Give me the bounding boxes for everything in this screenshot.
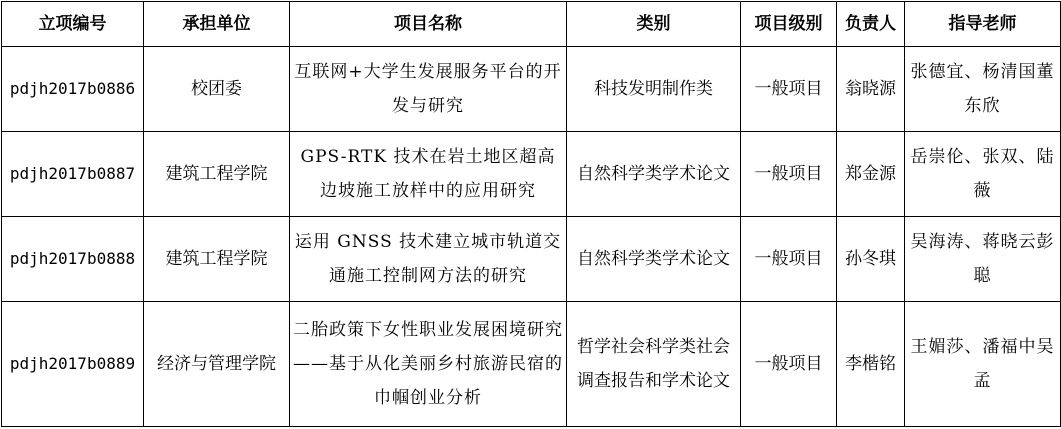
project-name: 互联网+大学生发展服务平台的开发与研究: [290, 47, 567, 132]
project-category: 自然科学类学术论文: [567, 217, 741, 302]
project-name: 二胎政策下女性职业发展困境研究——基于从化美丽乡村旅游民宿的巾帼创业分析: [290, 302, 567, 427]
project-category: 自然科学类学术论文: [567, 132, 741, 217]
project-name: 运用 GNSS 技术建立城市轨道交通施工控制网方法的研究: [290, 217, 567, 302]
project-advisor: 王媚莎、潘福中吴孟: [905, 302, 1061, 427]
project-leader: 翁晓源: [837, 47, 905, 132]
project-code: pdjh2017b0889: [2, 302, 144, 427]
header-code: 立项编号: [2, 2, 144, 47]
project-level: 一般项目: [741, 47, 837, 132]
project-unit: 经济与管理学院: [144, 302, 290, 427]
header-row: [2, 2, 1061, 47]
table-row: [2, 47, 1061, 132]
project-leader: 孙冬琪: [837, 217, 905, 302]
header-level: 项目级别: [741, 2, 837, 47]
project-table: [1, 1, 1061, 427]
project-code: pdjh2017b0886: [2, 47, 144, 132]
project-category: 科技发明制作类: [567, 47, 741, 132]
header-project: 项目名称: [290, 2, 567, 47]
project-advisor: 吴海涛、蒋晓云彭聪: [905, 217, 1061, 302]
project-unit: 建筑工程学院: [144, 132, 290, 217]
project-unit: 校团委: [144, 47, 290, 132]
project-leader: 郑金源: [837, 132, 905, 217]
project-unit: 建筑工程学院: [144, 217, 290, 302]
header-unit: 承担单位: [144, 2, 290, 47]
project-name: GPS-RTK 技术在岩土地区超高边坡施工放样中的应用研究: [290, 132, 567, 217]
project-code: pdjh2017b0887: [2, 132, 144, 217]
project-advisor: 岳崇伦、张双、陆薇: [905, 132, 1061, 217]
project-level: 一般项目: [741, 302, 837, 427]
project-code: pdjh2017b0888: [2, 217, 144, 302]
table-row: [2, 302, 1061, 427]
project-level: 一般项目: [741, 132, 837, 217]
project-leader: 李楷铭: [837, 302, 905, 427]
table-row: [2, 132, 1061, 217]
header-category: 类别: [567, 2, 741, 47]
project-advisor: 张德宜、杨清国董东欣: [905, 47, 1061, 132]
project-category: 哲学社会科学类社会调查报告和学术论文: [567, 302, 741, 427]
header-advisor: 指导老师: [905, 2, 1061, 47]
project-level: 一般项目: [741, 217, 837, 302]
header-leader: 负责人: [837, 2, 905, 47]
table-row: [2, 217, 1061, 302]
